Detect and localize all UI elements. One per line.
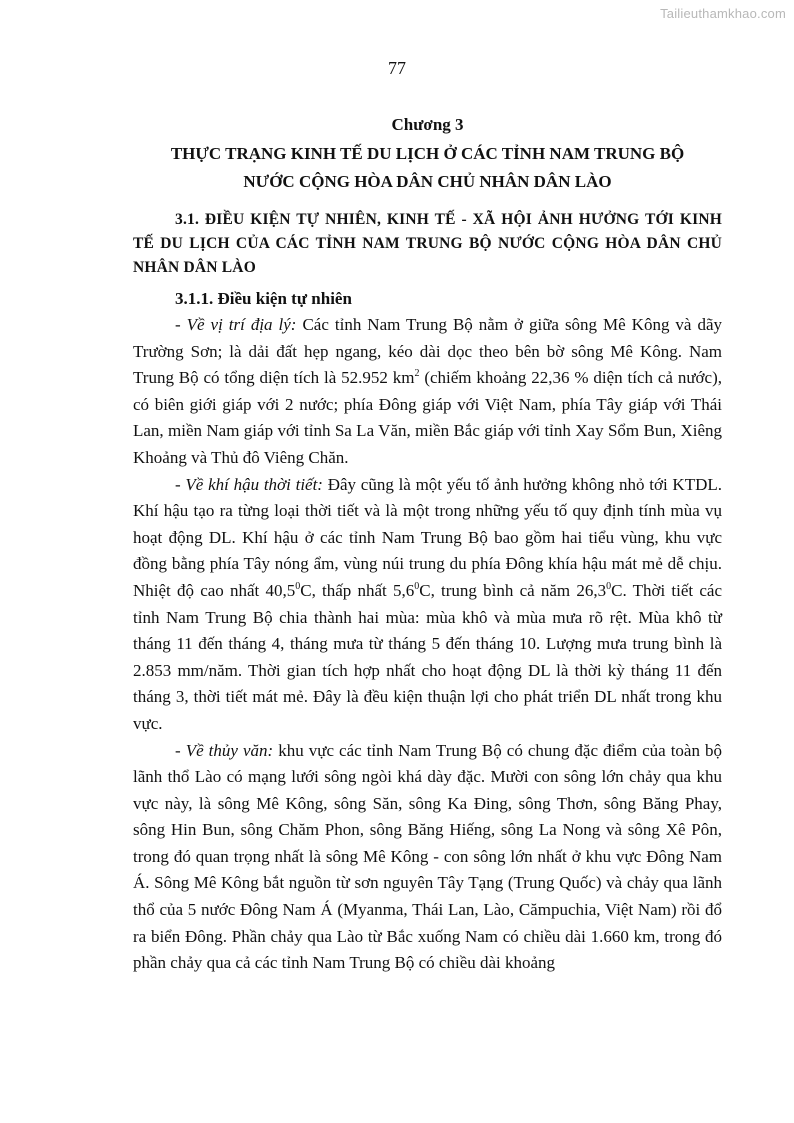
superscript: 0 [414, 580, 420, 592]
superscript: 2 [414, 368, 420, 380]
document-body [133, 114, 722, 977]
section-heading: 3.1. ĐIỀU KIỆN TỰ NHIÊN, KINH TẾ - XÃ HỘI ẢNH HƯỞNG TỚI KINH TẾ DU LỊCH CỦA CÁC TỈNH NAM TRUNG BỘ NƯỚC CỘNG HÒA DÂN CHỦ NHÂN DÂN LÀO [133, 211, 722, 276]
paragraph-lead: - Về vị trí địa lý: [175, 315, 297, 334]
paragraph-text: C. Thời tiết các tỉnh Nam Trung Bộ chia thành hai mùa: mùa khô và mùa mưa rõ rệt. Mùa khô từ tháng 11 đến tháng 4, tháng mưa từ tháng 5 đến tháng 10. Lượng mưa trung bình là 2.853 mm/năm. Thời gian tích hợp nhất cho hoạt động DL là thời kỳ tháng 11 đến tháng 3, thời tiết mát mẻ. Đây là đều kiện thuận lợi cho phát triển DL nhất trong khu vực. [133, 580, 722, 733]
subsection-heading: 3.1.1. Điều kiện tự nhiên [175, 289, 352, 308]
paragraph-climate [133, 472, 722, 738]
chapter-title-line-2: NƯỚC CỘNG HÒA DÂN CHỦ NHÂN DÂN LÀO [243, 172, 612, 191]
page-number: 77 [388, 58, 406, 78]
paragraph-lead: - Về thủy văn: [175, 740, 274, 760]
chapter-label: Chương 3 [391, 115, 464, 134]
chapter-title [93, 140, 762, 196]
paragraph-text: khu vực các tỉnh Nam Trung Bộ có chung đặc điểm của toàn bộ lãnh thổ Lào có mạng lưới sông ngòi khá dày đặc. Mười con sông lớn chảy qua khu vực này, là sông Mê Kông, sông Săn, sông Ka Đing, sông Thơn, sông Băng Phay, sông Hin Bun, sông Chăm Phon, sông Băng Hiếng, sông La Nong và sông Xê Pôn, trong đó quan trọng nhất là sông Mê Kông - con sông lớn nhất ở khu vực Đông Nam Á. Sông Mê Kông bắt nguồn từ sơn nguyên Tây Tạng (Trung Quốc) và chảy qua lãnh thổ của 5 nước Đông Nam Á (Myanma, Thái Lan, Lào, Cămpuchia, Việt Nam) rồi đổ ra biển Đông. Phần chảy qua Lào từ Bắc xuống Nam có chiều dài 1.660 km, trong đó phần chảy qua cả các tỉnh Nam Trung Bộ có chiều dài khoảng [133, 740, 722, 973]
paragraph-text: C, thấp nhất 5,6 [300, 580, 415, 600]
paragraph-text: (chiếm khoảng 22,36 % diện tích cả nước), có biên giới giáp với 2 nước; phía Đông giáp với Việt Nam, phía Tây giáp với Thái Lan, miền Nam giáp với tỉnh Sa La Văn, miền Bắc giáp với tỉnh Xay Sổm Bun, Xiêng Khoảng và Thủ đô Viêng Chăn. [133, 368, 723, 467]
chapter-title-line-1: THỰC TRẠNG KINH TẾ DU LỊCH Ở CÁC TỈNH NAM TRUNG BỘ [170, 144, 685, 163]
watermark-text: Tailieuthamkhao.com [660, 6, 786, 21]
superscript: 0 [295, 580, 301, 592]
paragraph-text: Đây cũng là một yếu tố ảnh hưởng không nhỏ tới KTDL. Khí hậu tạo ra từng loại thời tiết và là một trong những yếu tố quy định tính mùa vụ hoạt động DL. Khí hậu ở các tỉnh Nam Trung Bộ bao gồm hai tiểu vùng, khu vực đồng bằng phía Tây nóng ẩm, vùng núi trung du phía Đông khía hậu mát mẻ dễ chịu. Nhiệt độ cao nhất 40,5 [133, 474, 722, 600]
superscript: 0 [606, 580, 612, 592]
paragraph-text: C, trung bình cả năm 26,3 [419, 580, 607, 600]
paragraph-hydrology [133, 738, 722, 977]
paragraph-text: Các tỉnh Nam Trung Bộ nằm ở giữa sông Mê Kông và dãy Trường Sơn; là dải đất hẹp ngang, kéo dài dọc theo bên bờ sông Mê Kông. Nam Trung Bộ có tổng diện tích là 52.952 km [133, 315, 722, 388]
paragraph-lead: - Về khí hậu thời tiết: [175, 474, 323, 494]
paragraph-location [133, 312, 722, 472]
